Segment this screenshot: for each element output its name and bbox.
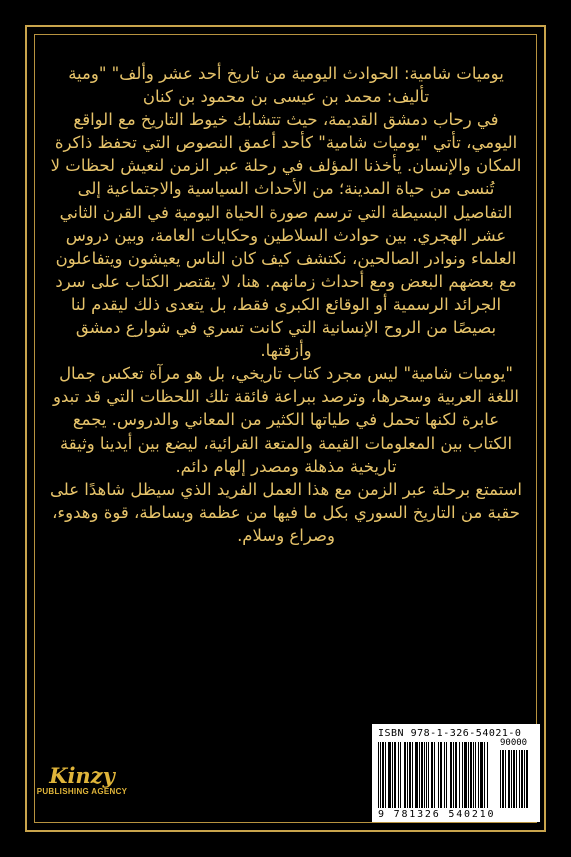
price-addon [500, 738, 534, 808]
synopsis-paragraph-2: "يوميات شامية" ليس مجرد كتاب تاريخي، بل هو مرآة تعكس جمال اللغة العربية وسحرها، وترصد ببراعة فائقة تلك اللحظات التي قد تبدو عابرة لكنها تحمل في طياتها الكثير من المعاني والدروس. يجمع الكتاب بين المعلومات القيمة والمتعة القرائية، ليضع بين أيدينا وثيقة تاريخية مذهلة ومصدر إلهام دائم. [53, 364, 519, 476]
barcode-bars [378, 742, 496, 808]
publisher-logo [34, 765, 130, 796]
ean-digits: 9 781326 540210 [378, 809, 496, 820]
barcode-bar [528, 750, 529, 808]
synopsis-paragraph-1: في رحاب دمشق القديمة، حيث تتشابك خيوط التاريخ مع الواقع اليومي، تأتي "يوميات شامية" كأحد أعمق النصوص التي تحفظ ذاكرة المكان والإنسان. يأخذنا المؤلف في رحلة عبر الزمن لنعيش لحظات لا تُنسى من حياة المدينة؛ من الأحداث السياسية والاجتماعية إلى التفاصيل البسيطة التي ترسم صورة الحياة اليومية في القرن الثاني عشر الهجري. بين حوادث السلاطين وحكايات العامة، وبين دروس العلماء ونوادر الصالحين، نكتشف كيف كان الناس يعيشون ويتفاعلون مع بعضهم البعض ومع أحداث زمانهم. هنا، لا يقتصر الكتاب على سرد الجرائد الرسمية أو الوقائع الكبرى فقط، بل يتعدى ذلك ليقدم لنا بصيصًا من الروح الإنسانية التي كانت تسري في شوارع دمشق وأزقتها. [50, 110, 522, 361]
price-code: 90000 [500, 738, 528, 748]
barcode-bar [487, 742, 488, 808]
synopsis-paragraph-3: استمتع برحلة عبر الزمن مع هذا العمل الفريد الذي سيظل شاهدًا على حقبة من التاريخ السوري بكل ما فيها من عظمة وبساطة، قوة وهدوء، وصراع وسلام. [50, 479, 522, 545]
isbn-barcode [372, 724, 540, 822]
book-author: تأليف: محمد بن عيسى بن محمود بن كنان [142, 87, 430, 107]
isbn-label: ISBN 978-1-326-54021-0 [378, 728, 522, 739]
back-cover-text [50, 62, 522, 547]
publisher-name: Kinzy [49, 763, 115, 788]
addon-bars [500, 750, 534, 808]
publisher-subtitle: PUBLISHING AGENCY [36, 787, 128, 796]
book-title: يوميات شامية: الحوادث اليومية من تاريخ أحد عشر وألف" "ومية [68, 64, 504, 83]
